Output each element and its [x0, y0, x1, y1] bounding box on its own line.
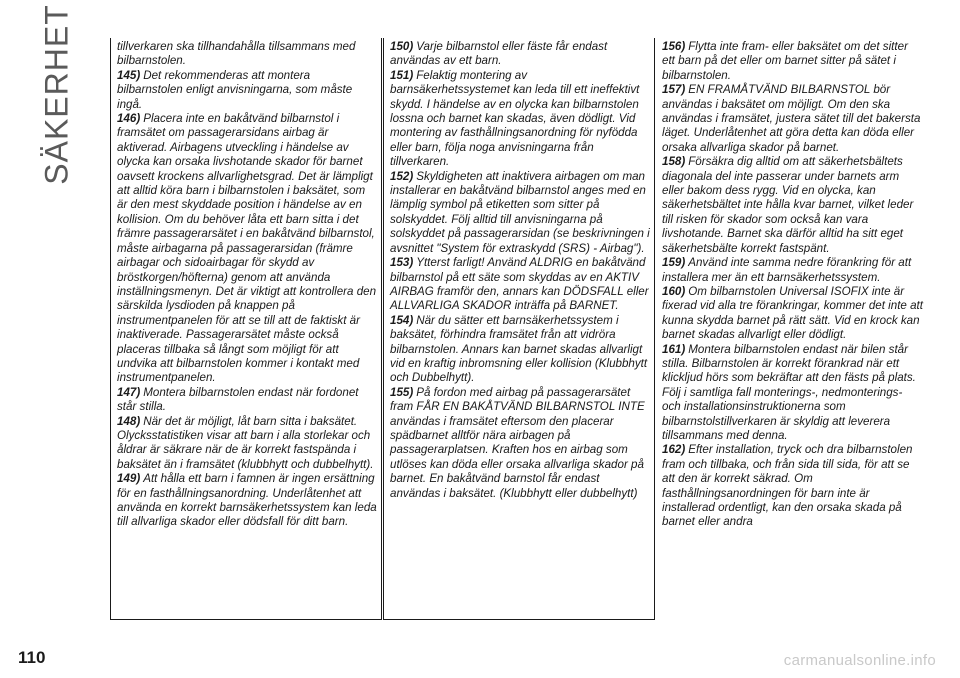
warning-paragraph — [117, 40, 377, 69]
watermark: carmanualsonline.info — [783, 652, 936, 669]
warning-paragraph — [117, 386, 377, 415]
warning-text: Varje bilbarnstol eller fäste får endast användas av ett barn. — [390, 40, 608, 68]
warning-text: Montera bilbarnstolen endast när bilen står stilla. Bilbarnstolen är korrekt förankrad när ett klickljud hörs som bekräftar att den fästs på plats. Följ i samtliga fall monterings-, nedmonterings- och installationsinstruktionerna som bilbarnstolstillverkaren är skyldig att leverera tillsammans med denna. — [662, 342, 916, 442]
warning-text: Felaktig montering av barnsäkerhetssystemet kan leda till ett ineffektivt skydd. I händelse av en olycka kan bilbarnstolen lossna och barnet kan skadas, även dödligt. Vid montering av fasthållningsanordning för nyfödda eller barn, följa noga anvisningarna från tillverkaren. — [390, 68, 640, 169]
warning-text: Flytta inte fram- eller baksätet om det sitter ett barn på det eller om barnet sitter på sätet i bilbarnstolen. — [662, 40, 908, 82]
warning-number: 150) — [390, 40, 414, 53]
warning-number: 145) — [117, 68, 141, 82]
warning-number: 152) — [390, 169, 414, 183]
warning-number: 154) — [390, 313, 414, 327]
warning-number: 153) — [390, 256, 414, 270]
section-title-text: SÄKERHET — [38, 3, 75, 185]
warning-text: På fordon med airbag på passagerarsätet fram FÅR EN BAKÅTVÄND BILBARNSTOL INTE användas i framsätet eftersom den placerar spädbarnet alltför nära airbagen på passagerarplatsen. Kraften hos en airbag som utlöses kan döda eller orsaka allvarliga skador på barnet. En bakåtvänd barnstol får endast användas i baksätet. (Klubbhytt eller dubbelhytt) — [390, 385, 645, 500]
warning-text: tillverkaren ska tillhandahålla tillsammans med bilbarnstolen. — [117, 40, 356, 68]
warning-number: 161) — [662, 342, 686, 356]
warning-text: Försäkra dig alltid om att säkerhetsbältets diagonala del inte passerar under barnets arm eller bakom dess rygg. Vid en olycka, kan säkerhetsbältet inte hålla kvar barnet, vilket leder till risken för skador som också kan vara livshotande. Barnet ska därför alltid ha sitt eget säkerhetsbälte korrekt fastspänt. — [662, 155, 914, 255]
warning-paragraph — [390, 40, 650, 69]
warning-paragraph — [117, 69, 377, 112]
warning-number: 146) — [117, 112, 141, 126]
warning-number: 159) — [662, 256, 686, 270]
warning-text: Placera inte en bakåtvänd bilbarnstol i framsätet om passagerarsidans airbag är aktiverad. Airbagens utveckling i händelse av olycka kan orsaka livshotande skador för barnet oavsett krockens allvarlighetsgrad. Det är lämpligt att alltid köra barn i bilbarnstolen i baksätet, som är den mest skyddade position i händelse av en kollision. Om du behöver låta ett barn sitta i det främre passagerarsätet i en bakåtvänd bilbarnstol, måste airbagarna på passagerarsidan (främre airbagar och sidoairbagar för skydd av bröstkorgen/höfterna) genom att använda inställningsmenyn. Det är viktigt att kontrollera den särskilda lysdioden på knappen på instrumentpanelen för att se till att de faktiskt är inaktiverade. Passagerarsätet måste också placeras tillbaka så långt som möjligt för att undvika att bilbarnstolen kommer i kontakt med instrumentpanelen. — [117, 112, 377, 385]
warning-paragraph — [390, 314, 650, 386]
warning-number: 155) — [390, 385, 414, 399]
warning-paragraph — [390, 386, 650, 501]
warning-text: Montera bilbarnstolen endast när fordonet står stilla. — [117, 385, 359, 414]
warning-column-1 — [110, 38, 382, 620]
warning-number: 151) — [390, 68, 414, 82]
warning-paragraph — [390, 69, 650, 170]
warning-text: När du sätter ett barnsäkerhetssystem i baksätet, förhindra framsätet från att vidröra bilbarnstolen. Annars kan barnet skadas allvarligt vid en kraftig inbromsning eller kollision (Klubbhytt och Dubbelhytt). — [390, 313, 648, 385]
section-title — [36, 3, 78, 185]
warning-column-2 — [383, 38, 655, 620]
warning-number: 160) — [662, 284, 686, 298]
warning-paragraph — [662, 443, 924, 529]
warning-paragraph — [662, 83, 924, 155]
warning-text: Om bilbarnstolen Universal ISOFIX inte är fixerad vid alla tre förankringar, kommer det inte att kunna skydda barnet på rätt sätt. Vid en krock kan barnet skadas allvarligt eller dödligt. — [662, 284, 923, 342]
warning-text: När det är möjligt, låt barn sitta i baksätet. Olycksstatistiken visar att barn i alla storlekar och åldrar är säkrare när de är korrekt fastspända i baksätet än i framsätet (klubbhytt och dubbelhytt). — [117, 414, 374, 471]
warning-text: Efter installation, tryck och dra bilbarnstolen fram och tillbaka, och från sida till sida, för att se att den är korrekt säkrad. Om fasthållningsanordningen för barn inte är installerad ordentligt, kan den orsaka skada på barnet eller andra — [662, 443, 913, 529]
warning-number: 148) — [117, 414, 141, 428]
warning-paragraph — [390, 256, 650, 314]
warning-text: Skyldigheten att inaktivera airbagen om man installerar en bakåtvänd bilbarnstol anges med en lämplig symbol på etiketten som sitter på solskyddet. Följ alltid till anvisningarna på solskyddet på passagerarsidan (se beskrivningen i avsnittet "System för extraskydd (SRS) - Airbag"). — [390, 169, 650, 255]
warning-paragraph — [117, 415, 377, 473]
warning-number: 157) — [662, 83, 686, 97]
warning-paragraph — [117, 112, 377, 386]
warning-column-3 — [656, 38, 928, 620]
warning-paragraph — [662, 256, 924, 285]
warning-text: EN FRAMÅTVÄND BILBARNSTOL bör användas i baksätet om möjligt. Om den ska användas i framsätet, justera sätet till det bakersta läget. Underlåtenhet att göra detta kan döda eller orsaka allvarliga skador på barnet. — [662, 83, 921, 154]
page-number: 110 — [18, 648, 46, 667]
warning-text: Det rekommenderas att montera bilbarnstolen enligt anvisningarna, som måste ingå. — [117, 68, 353, 111]
warning-paragraph — [390, 170, 650, 256]
warning-paragraph — [662, 40, 924, 83]
warning-paragraph — [662, 155, 924, 256]
warning-text: Att hålla ett barn i famnen är ingen ersättning för en fasthållningsanordning. Underlåtenhet att använda en korrekt barnsäkerhetssystem kan leda till allvarliga skador eller dödsfall för ditt barn. — [117, 472, 377, 529]
warning-number: 149) — [117, 472, 141, 486]
warning-paragraph — [662, 343, 924, 444]
warning-number: 158) — [662, 155, 686, 169]
warning-paragraph — [662, 285, 924, 343]
warning-number: 162) — [662, 443, 686, 457]
warning-paragraph — [117, 472, 377, 530]
warning-text: Ytterst farligt! Använd ALDRIG en bakåtvänd bilbarnstol på ett säte som skyddas av en AKTIV AIRBAG framför den, annars kan DÖDSFALL eller ALLVARLIGA SKADOR inträffa på BARNET. — [390, 256, 649, 313]
warning-number: 147) — [117, 385, 141, 399]
warning-number: 156) — [662, 40, 686, 53]
warning-text: Använd inte samma nedre förankring för att installera mer än ett barnsäkerhetssystem. — [662, 256, 912, 284]
